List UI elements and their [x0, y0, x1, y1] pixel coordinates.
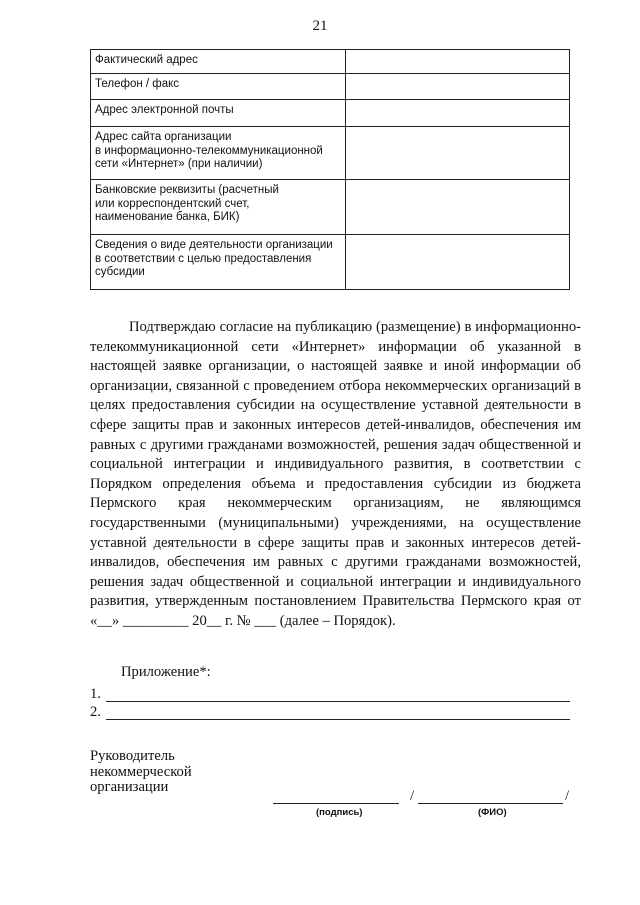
- table-row: [91, 50, 570, 74]
- row-value[interactable]: [346, 100, 570, 127]
- appendix-fill-line: [106, 701, 570, 702]
- organization-info-table: [90, 49, 570, 290]
- appendix-fill-line: [106, 719, 570, 720]
- consent-paragraph: Подтверждаю согласие на публикацию (размещение) в информационно-телекоммуникационной сети «Интернет» информации об указанной в настоящей заявке организации, о настоящей заявке и иной информации об организации, связанной с проведением отбора некоммерческих организаций в целях предоставления субсидии на осуществление уставной деятельности в сфере защиты прав и законных интересов детей-инвалидов, обеспечения им равных с другими гражданами возможностей, решения задач общественной и социальной интеграции и индивидуального развития, в соответствии с Порядком определения объема и предоставления субсидии из бюджета Пермского края некоммерческим организациям, не являющимся государственными (муниципальными) учреждениями, на осуществление уставной деятельности в сфере защиты прав и законных интересов детей-инвалидов, обеспечения им равных с другими гражданами возможностей, решения задач общественной и социальной интеграции и индивидуального развития, утвержденным постановлением Правительства Пермского края от «__» _________ 20__ г. № ___ (далее – Порядок).: [90, 319, 581, 629]
- row-label: Банковские реквизиты (расчетный или корреспондентский счет, наименование банка, БИК): [91, 180, 346, 235]
- signature-line[interactable]: [273, 803, 399, 804]
- name-caption: (ФИО): [478, 807, 507, 818]
- row-label: Сведения о виде деятельности организации в соответствии с целью предоставления субсидии: [91, 235, 346, 290]
- appendix-item[interactable]: [90, 686, 570, 704]
- table-row: [91, 74, 570, 100]
- appendix-title: Приложение*:: [121, 664, 211, 680]
- row-label: Адрес электронной почты: [91, 100, 346, 127]
- table-row: [91, 100, 570, 127]
- row-value[interactable]: [346, 74, 570, 100]
- table-row: [91, 235, 570, 290]
- separator-slash: /: [410, 788, 415, 804]
- row-value[interactable]: [346, 180, 570, 235]
- row-value[interactable]: [346, 235, 570, 290]
- separator-slash: /: [565, 788, 570, 804]
- page-number: 21: [312, 18, 328, 34]
- row-label: Адрес сайта организации в информационно-телекоммуникационной сети «Интернет» (при наличии): [91, 127, 346, 180]
- table-row: [91, 127, 570, 180]
- appendix-item-number: 1.: [90, 686, 101, 702]
- appendix-item[interactable]: [90, 704, 570, 722]
- head-of-organization-label: Руководитель некоммерческой организации: [90, 748, 192, 795]
- row-label: Фактический адрес: [91, 50, 346, 74]
- name-line[interactable]: [418, 803, 563, 804]
- appendix-item-number: 2.: [90, 704, 101, 720]
- row-label: Телефон / факс: [91, 74, 346, 100]
- row-value[interactable]: [346, 127, 570, 180]
- row-value[interactable]: [346, 50, 570, 74]
- table-row: [91, 180, 570, 235]
- signature-caption: (подпись): [316, 807, 363, 818]
